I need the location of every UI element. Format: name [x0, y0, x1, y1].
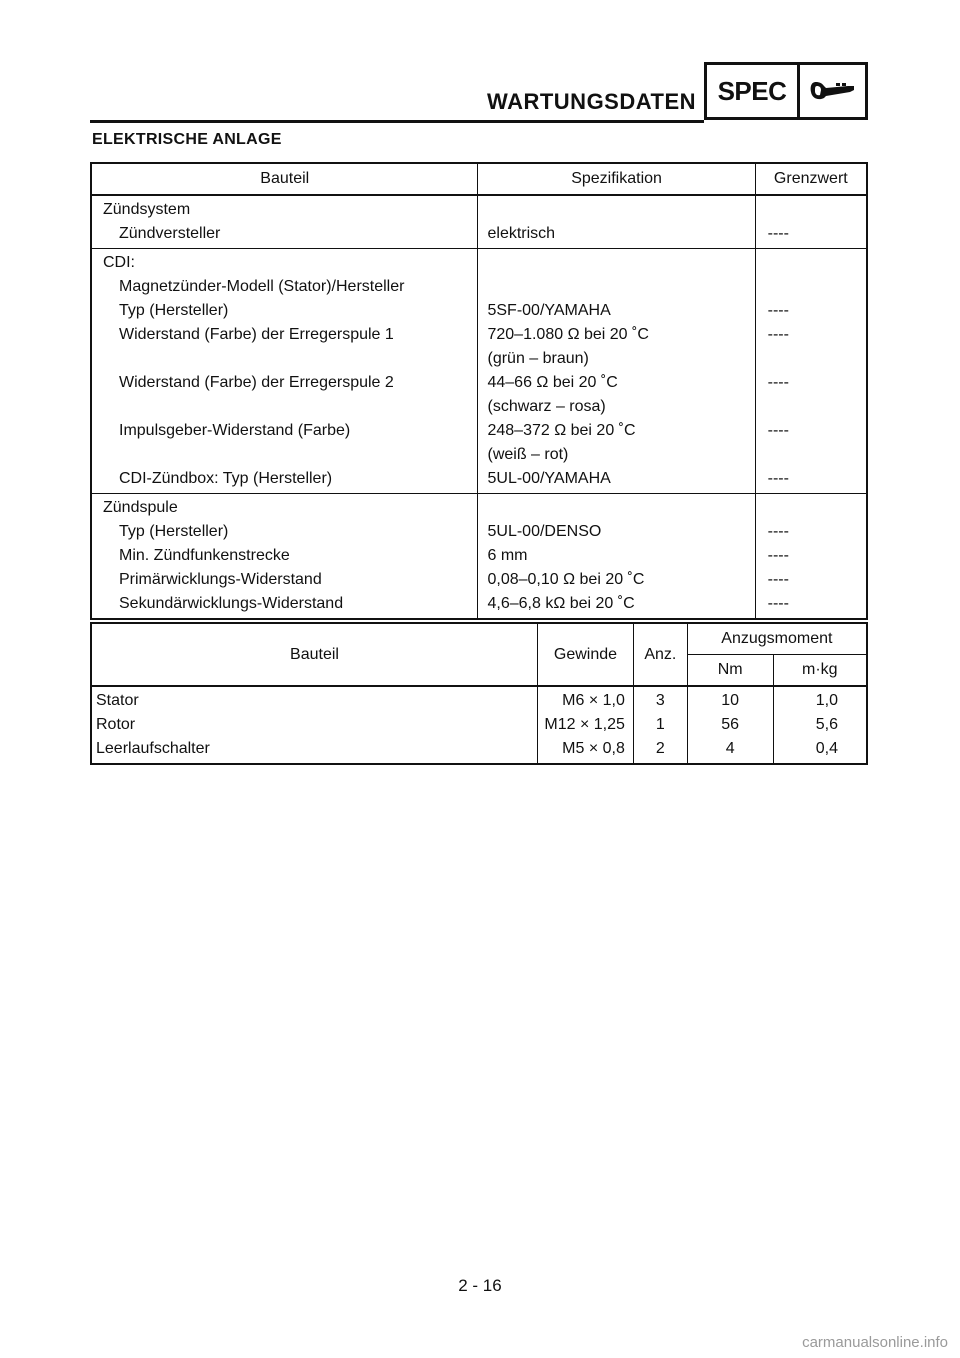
cell-anz: 1 [633, 713, 687, 737]
table-row [91, 713, 867, 737]
column-header-spezifikation: Spezifikation [478, 163, 755, 195]
wrench-icon [800, 65, 865, 117]
cell-nm: 4 [687, 737, 773, 764]
cell-mkg: 5,6 [773, 713, 867, 737]
spec-line: 44–66 Ω bei 20 ˚C [487, 374, 618, 391]
cell-nm: 56 [687, 713, 773, 737]
cell-limit: ---- [755, 544, 867, 568]
table-row [91, 467, 867, 494]
cell-bauteil: Impulsgeber-Widerstand (Farbe) [119, 422, 351, 439]
table-row [91, 299, 867, 323]
cell-bauteil: Leerlaufschalter [96, 740, 210, 757]
cell-limit: ---- [755, 592, 867, 619]
cell-bauteil: Typ (Hersteller) [119, 523, 229, 540]
cell-limit: ---- [755, 371, 867, 419]
spec-line-color: (weiß – rot) [487, 446, 569, 463]
table-row [91, 544, 867, 568]
table-row [91, 222, 867, 249]
table-row [91, 249, 867, 276]
cell-bauteil: Typ (Hersteller) [119, 302, 229, 319]
cell-anz: 3 [633, 686, 687, 713]
cell-spec [478, 419, 755, 467]
cell-bauteil: Magnetzünder-Modell (Stator)/Hersteller [119, 278, 405, 295]
section-title: ELEKTRISCHE ANLAGE [92, 131, 282, 148]
cell-bauteil: Zündsystem [103, 201, 191, 218]
table-row [91, 275, 867, 299]
cell-limit: ---- [755, 323, 867, 371]
cell-limit: ---- [755, 568, 867, 592]
column-header-mkg: m·kg [773, 655, 867, 687]
spec-line-color: (schwarz – rosa) [487, 398, 606, 415]
cell-gewinde: M6 × 1,0 [538, 686, 634, 713]
cell-bauteil: Widerstand (Farbe) der Erregerspule 2 [119, 374, 394, 391]
cell-limit [755, 275, 867, 299]
electrical-spec-table [90, 162, 868, 620]
table-row [91, 520, 867, 544]
table-row [91, 419, 867, 467]
spec-badge [704, 62, 868, 120]
cell-bauteil: Zündversteller [91, 222, 478, 249]
column-header-bauteil: Bauteil [290, 645, 339, 663]
cell-bauteil: Sekundärwicklungs-Widerstand [119, 595, 344, 612]
cell-mkg: 1,0 [773, 686, 867, 713]
cell-spec [478, 195, 755, 222]
cell-limit: ---- [755, 520, 867, 544]
column-header-grenzwert: Grenzwert [755, 163, 867, 195]
table-row [91, 371, 867, 419]
cell-spec [478, 371, 755, 419]
cell-bauteil: CDI-Zündbox: Typ (Hersteller) [91, 467, 478, 494]
column-header-anz: Anz. [633, 623, 687, 686]
watermark-link[interactable]: carmanualsonline.info [802, 1334, 948, 1351]
cell-gewinde: M5 × 0,8 [538, 737, 634, 764]
page-header-title: WARTUNGSDATEN [487, 89, 696, 114]
table-row [91, 737, 867, 764]
cell-spec [478, 249, 755, 276]
cell-spec: 5UL-00/YAMAHA [478, 467, 755, 494]
cell-mkg: 0,4 [773, 737, 867, 764]
cell-bauteil: Widerstand (Farbe) der Erregerspule 1 [119, 326, 394, 343]
cell-anz: 2 [633, 737, 687, 764]
cell-bauteil: Primärwicklungs-Widerstand [119, 571, 322, 588]
cell-limit: ---- [755, 419, 867, 467]
table-row [91, 568, 867, 592]
table-row [91, 686, 867, 713]
cell-bauteil: CDI: [103, 254, 135, 271]
cell-nm: 10 [687, 686, 773, 713]
cell-gewinde: M12 × 1,25 [538, 713, 634, 737]
cell-spec: 6 mm [478, 544, 755, 568]
cell-limit [755, 494, 867, 521]
column-header-anzugsmoment: Anzugsmoment [687, 623, 867, 655]
cell-bauteil: Zündspule [103, 499, 178, 516]
cell-spec [478, 275, 755, 299]
column-header-gewinde: Gewinde [538, 623, 634, 686]
cell-limit [755, 195, 867, 222]
cell-limit: ---- [755, 299, 867, 323]
cell-spec [478, 494, 755, 521]
header-rule [90, 120, 704, 123]
table-row [91, 592, 867, 619]
spec-badge-label: SPEC [707, 65, 800, 117]
cell-limit: ---- [755, 222, 867, 249]
cell-limit [755, 249, 867, 276]
table-header-row [91, 623, 867, 655]
cell-bauteil: Min. Zündfunkenstrecke [119, 547, 290, 564]
spec-line: 248–372 Ω bei 20 ˚C [487, 422, 636, 439]
spec-line: 720–1.080 Ω bei 20 ˚C [487, 326, 649, 343]
table-row [91, 323, 867, 371]
page-number: 2 - 16 [458, 1276, 502, 1295]
cell-spec: 5UL-00/DENSO [478, 520, 755, 544]
cell-spec: elektrisch [478, 222, 755, 249]
cell-spec [478, 323, 755, 371]
spec-line-color: (grün – braun) [487, 350, 589, 367]
column-header-bauteil: Bauteil [91, 163, 478, 195]
torque-table [90, 622, 868, 765]
column-header-nm: Nm [687, 655, 773, 687]
table-header-row [91, 163, 867, 195]
cell-bauteil: Stator [96, 692, 139, 709]
cell-spec: 0,08–0,10 Ω bei 20 ˚C [478, 568, 755, 592]
table-row [91, 195, 867, 222]
table-row [91, 494, 867, 521]
cell-spec: 4,6–6,8 kΩ bei 20 ˚C [478, 592, 755, 619]
cell-bauteil: Rotor [96, 716, 136, 733]
cell-spec: 5SF-00/YAMAHA [478, 299, 755, 323]
cell-limit: ---- [755, 467, 867, 494]
